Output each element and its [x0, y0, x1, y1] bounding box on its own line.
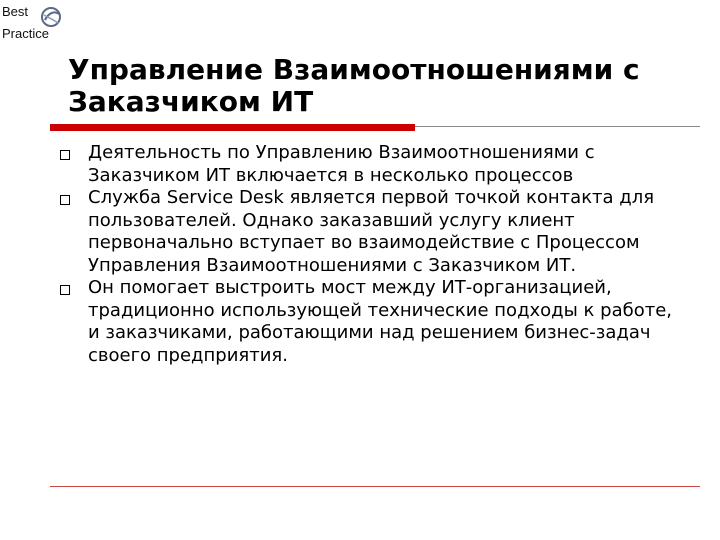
- square-bullet-icon: [60, 195, 70, 205]
- list-item: [60, 142, 680, 187]
- bullet-list: [60, 142, 680, 367]
- slide-title: Управление Взаимоотношениями с Заказчиком ИТ: [68, 53, 640, 118]
- list-item-text: Служба Service Desk является первой точкой контакта для пользователей. Однако заказавший услугу клиент первоначально вступает во взаимодействие с Процессом Управления Взаимоотношениями с Заказчиком ИТ.: [88, 187, 655, 276]
- list-item-text: Деятельность по Управлению Взаимоотношениями с Заказчиком ИТ включается в несколько процессов: [88, 142, 595, 186]
- globe-swoosh-icon: [40, 6, 62, 28]
- title-accent-bar: [50, 124, 415, 131]
- list-item: [60, 187, 680, 277]
- footer-divider-line: [50, 486, 700, 487]
- logo-text-practice: Practice: [2, 26, 49, 41]
- logo-text-best: Best: [2, 4, 29, 19]
- square-bullet-icon: [60, 285, 70, 295]
- list-item-text: Он помогает выстроить мост между ИТ-организацией, традиционно использующей технические подходы к работе, и заказчиками, работающими над решением бизнес-задач своего предприятия.: [88, 277, 672, 366]
- best-practice-logo: [2, 4, 66, 42]
- list-item: [60, 277, 680, 367]
- square-bullet-icon: [60, 150, 70, 160]
